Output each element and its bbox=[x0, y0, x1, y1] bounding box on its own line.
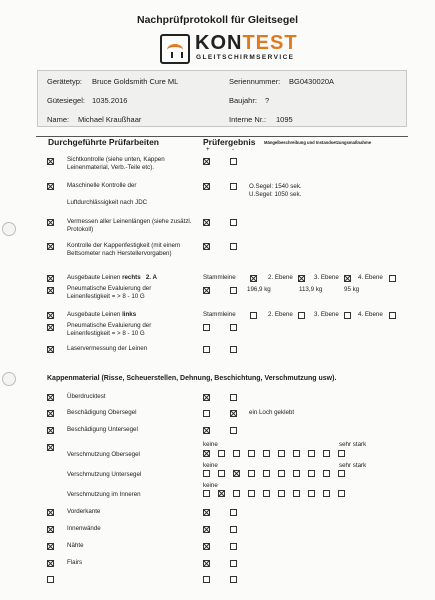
rechts-ebene2-label: 2. Ebene bbox=[268, 274, 293, 281]
remarks-header: Mängelbeschreibung und Instandsetzungsmaßnahme bbox=[264, 140, 372, 145]
scale-untersegel-box-6[interactable] bbox=[278, 470, 285, 477]
laser-text: Laservermessung der Leinen bbox=[67, 345, 148, 352]
rechts-pneu-text: Pneumatische Evaluierung der Leinenfestigkeit = > 8 - 10 G bbox=[67, 285, 152, 300]
remark-untersegel-time: U.Segel: 1050 sek. bbox=[249, 191, 302, 198]
naehte-checkbox[interactable] bbox=[47, 543, 54, 550]
geraetetyp-value: Bruce Goldsmith Cure ML bbox=[92, 77, 179, 86]
rechts-checkbox[interactable] bbox=[47, 275, 54, 282]
extra-checkbox[interactable] bbox=[47, 576, 54, 583]
geraetetyp-label: Gerätetyp: bbox=[47, 77, 83, 86]
links-pneu-plus[interactable] bbox=[203, 324, 210, 331]
seriennummer-label: Seriennummer: bbox=[229, 77, 281, 86]
interne-nr-value: 1095 bbox=[276, 115, 293, 124]
innenwaende-checkbox[interactable] bbox=[47, 526, 54, 533]
v-ober-text: Verschmutzung Obersegel bbox=[67, 451, 140, 458]
innen-keine-label: keine bbox=[203, 482, 218, 489]
links-ebene3-label: 3. Ebene bbox=[314, 311, 339, 318]
extra-plus[interactable] bbox=[203, 576, 210, 583]
ueberdruck-checkbox[interactable] bbox=[47, 394, 54, 401]
row-vermessen-minus[interactable] bbox=[230, 219, 237, 226]
rechts-value-3: 95 kg bbox=[344, 286, 360, 293]
untersegel-minus[interactable] bbox=[230, 427, 237, 434]
scale-obersegel-box-9[interactable] bbox=[323, 450, 330, 457]
obersegel-text: Beschädigung Obersegel bbox=[67, 409, 137, 416]
rechts-label: Ausgebaute Leinen rechts 2. A bbox=[67, 274, 157, 281]
verschmutzung-checkbox[interactable] bbox=[47, 444, 54, 451]
rechts-stammleine-checkbox[interactable] bbox=[250, 275, 257, 282]
punch-hole-top bbox=[2, 222, 16, 236]
row-sichtkontrolle-plus[interactable] bbox=[203, 158, 210, 165]
obersegel-minus[interactable] bbox=[230, 410, 237, 417]
row-maschinelle-plus[interactable] bbox=[203, 183, 210, 190]
scale-obersegel-box-7[interactable] bbox=[293, 450, 300, 457]
scale-obersegel-box-5[interactable] bbox=[263, 450, 270, 457]
ueberdruck-minus[interactable] bbox=[230, 394, 237, 401]
row-vermessen-text: Vermessen aller Leinenlängen (siehe zusätzl. Protokoll) bbox=[67, 218, 192, 233]
rechts-ebene4-checkbox[interactable] bbox=[389, 275, 396, 282]
row-sichtkontrolle-checkbox[interactable] bbox=[47, 158, 54, 165]
guetesiegel-label: Gütesiegel: bbox=[47, 96, 85, 105]
scale-obersegel-box-4[interactable] bbox=[248, 450, 255, 457]
scale-innen-box-1[interactable] bbox=[203, 490, 210, 497]
innenwaende-minus[interactable] bbox=[230, 526, 237, 533]
obersegel-plus[interactable] bbox=[203, 410, 210, 417]
unter-keine-label: keine bbox=[203, 462, 218, 469]
guetesiegel-value: 1035.2016 bbox=[92, 96, 128, 105]
vorderkante-plus[interactable] bbox=[203, 509, 210, 516]
v-unter-text: Verschmutzung Untersegel bbox=[67, 471, 142, 478]
baujahr-value: ? bbox=[265, 96, 270, 105]
ueberdruck-text: Überdrucktest bbox=[67, 393, 106, 400]
flairs-minus[interactable] bbox=[230, 560, 237, 567]
flairs-checkbox[interactable] bbox=[47, 560, 54, 567]
innenwaende-text: Innenwände bbox=[67, 525, 101, 532]
row-maschinelle-minus[interactable] bbox=[230, 183, 237, 190]
name-label: Name: bbox=[47, 115, 70, 124]
scale-obersegel-box-8[interactable] bbox=[308, 450, 315, 457]
row-sichtkontrolle-text: Sichtkontrolle (siehe unten, Kappen Leinenmaterial, Verb.-Teile etc). bbox=[67, 156, 165, 171]
ueberdruck-plus[interactable] bbox=[203, 394, 210, 401]
links-label: Ausgebaute Leinen links bbox=[67, 311, 137, 318]
innenwaende-plus[interactable] bbox=[203, 526, 210, 533]
extra-minus[interactable] bbox=[230, 576, 237, 583]
row-maschinelle-text: Maschinelle Kontrolle der bbox=[67, 182, 137, 189]
row-vermessen-plus[interactable] bbox=[203, 219, 210, 226]
naehte-minus[interactable] bbox=[230, 543, 237, 550]
rechts-pneu-plus[interactable] bbox=[203, 287, 210, 294]
rechts-value-2: 113,9 kg bbox=[299, 286, 323, 293]
rechts-stammleine-label: Stammleine bbox=[203, 274, 236, 281]
section-title-pruefergebnis: Prüfergebnis bbox=[203, 137, 256, 147]
remark-obersegel-time: O.Segel: 1540 sek. bbox=[249, 183, 302, 190]
kontest-logo bbox=[160, 32, 310, 72]
untersegel-plus[interactable] bbox=[203, 427, 210, 434]
logo-word: KONTEST bbox=[195, 32, 298, 54]
rechts-ebene4-label: 4. Ebene bbox=[358, 274, 383, 281]
links-ebene2-checkbox[interactable] bbox=[298, 312, 305, 319]
minus-header: - bbox=[232, 146, 235, 153]
naehte-plus[interactable] bbox=[203, 543, 210, 550]
interne-nr-label: Interne Nr.: bbox=[229, 115, 267, 124]
scale-obersegel-box-6[interactable] bbox=[278, 450, 285, 457]
ober-sehr-stark-label: sehr stark bbox=[339, 441, 367, 448]
row-maschinelle-text2: Luftdurchlässigkeit nach JDC bbox=[67, 199, 148, 206]
laser-plus[interactable] bbox=[203, 346, 210, 353]
page-title: Nachprüfprotokoll für Gleitsegel bbox=[136, 14, 299, 26]
obersegel-checkbox[interactable] bbox=[47, 410, 54, 417]
rechts-ebene3-checkbox[interactable] bbox=[344, 275, 351, 282]
links-ebene2-label: 2. Ebene bbox=[268, 311, 293, 318]
obersegel-remark: ein Loch geklebt bbox=[249, 409, 295, 416]
scale-innen-box-4[interactable] bbox=[248, 490, 255, 497]
row-kappenfestigkeit-checkbox[interactable] bbox=[47, 243, 54, 250]
scale-innen-box-9[interactable] bbox=[323, 490, 330, 497]
row-kappenfestigkeit-plus[interactable] bbox=[203, 243, 210, 250]
rechts-pneu-minus[interactable] bbox=[230, 287, 237, 294]
untersegel-checkbox[interactable] bbox=[47, 427, 54, 434]
section-title-pruefarbeiten: Durchgeführte Prüfarbeiten bbox=[48, 137, 159, 147]
links-ebene3-checkbox[interactable] bbox=[344, 312, 351, 319]
vorderkante-minus[interactable] bbox=[230, 509, 237, 516]
v-innen-text: Verschmutzung im Inneren bbox=[67, 491, 141, 498]
seriennummer-value: BG0430020A bbox=[289, 77, 335, 86]
links-pneu-text: Pneumatische Evaluierung der Leinenfestigkeit = > 8 - 10 G bbox=[67, 322, 152, 337]
row-kappenfestigkeit-minus[interactable] bbox=[230, 243, 237, 250]
section-title-kappenmaterial: Kappenmaterial (Risse, Scheuerstellen, Dehnung, Beschichtung, Verschmutzung usw). bbox=[47, 375, 337, 382]
vorderkante-checkbox[interactable] bbox=[47, 509, 54, 516]
name-value: Michael Kraußhaar bbox=[78, 115, 142, 124]
scale-innen-box-10[interactable] bbox=[338, 490, 345, 497]
scale-untersegel-box-9[interactable] bbox=[323, 470, 330, 477]
links-stammleine-label: Stammleine bbox=[203, 311, 236, 318]
vorderkante-text: Vorderkante bbox=[67, 508, 101, 515]
flairs-plus[interactable] bbox=[203, 560, 210, 567]
scale-obersegel-box-10[interactable] bbox=[338, 450, 345, 457]
logo-subtitle: GLEITSCHIRMSERVICE bbox=[196, 54, 295, 61]
row-sichtkontrolle-minus[interactable] bbox=[230, 158, 237, 165]
scale-obersegel-box-3[interactable] bbox=[233, 450, 240, 457]
row-maschinelle-checkbox[interactable] bbox=[47, 183, 54, 190]
punch-hole-bottom bbox=[2, 372, 16, 386]
links-ebene4-label: 4. Ebene bbox=[358, 311, 383, 318]
scale-untersegel-box-2[interactable] bbox=[218, 470, 225, 477]
scale-innen-box-5[interactable] bbox=[263, 490, 270, 497]
links-ebene4-checkbox[interactable] bbox=[389, 312, 396, 319]
scale-untersegel-box-4[interactable] bbox=[248, 470, 255, 477]
laser-checkbox[interactable] bbox=[47, 346, 54, 353]
scale-obersegel-box-2[interactable] bbox=[218, 450, 225, 457]
naehte-text: Nähte bbox=[67, 542, 84, 549]
row-vermessen-checkbox[interactable] bbox=[47, 219, 54, 226]
untersegel-text: Beschädigung Untersegel bbox=[67, 426, 138, 433]
scale-obersegel-box-1[interactable] bbox=[203, 450, 210, 457]
rechts-ebene3-label: 3. Ebene bbox=[314, 274, 339, 281]
scale-innen-box-6[interactable] bbox=[278, 490, 285, 497]
scale-innen-box-7[interactable] bbox=[293, 490, 300, 497]
links-pneu-checkbox[interactable] bbox=[47, 324, 54, 331]
scale-innen-box-2[interactable] bbox=[218, 490, 225, 497]
links-stammleine-checkbox[interactable] bbox=[250, 312, 257, 319]
ober-keine-label: keine bbox=[203, 441, 218, 448]
links-pneu-minus[interactable] bbox=[230, 324, 237, 331]
scale-untersegel-box-1[interactable] bbox=[203, 470, 210, 477]
flairs-text: Flairs bbox=[67, 559, 83, 566]
rechts-pneu-checkbox[interactable] bbox=[47, 287, 54, 294]
rechts-value-1: 196,9 kg bbox=[247, 286, 271, 293]
scale-untersegel-box-8[interactable] bbox=[308, 470, 315, 477]
scale-untersegel-box-5[interactable] bbox=[263, 470, 270, 477]
unter-sehr-stark-label: sehr stark bbox=[339, 462, 367, 469]
scale-innen-box-3[interactable] bbox=[233, 490, 240, 497]
links-checkbox[interactable] bbox=[47, 312, 54, 319]
rechts-ebene2-checkbox[interactable] bbox=[298, 275, 305, 282]
scale-untersegel-box-10[interactable] bbox=[338, 470, 345, 477]
scale-innen-box-8[interactable] bbox=[308, 490, 315, 497]
scale-untersegel-box-7[interactable] bbox=[293, 470, 300, 477]
row-kappenfestigkeit-text: Kontrolle der Kappenfestigkeit (mit einem Bettsometer nach Herstellervorgaben) bbox=[67, 242, 181, 257]
plus-header: + bbox=[206, 146, 210, 153]
paraglider-logo-icon bbox=[160, 34, 190, 64]
scale-untersegel-box-3[interactable] bbox=[233, 470, 240, 477]
laser-minus[interactable] bbox=[230, 346, 237, 353]
baujahr-label: Baujahr: bbox=[229, 96, 257, 105]
